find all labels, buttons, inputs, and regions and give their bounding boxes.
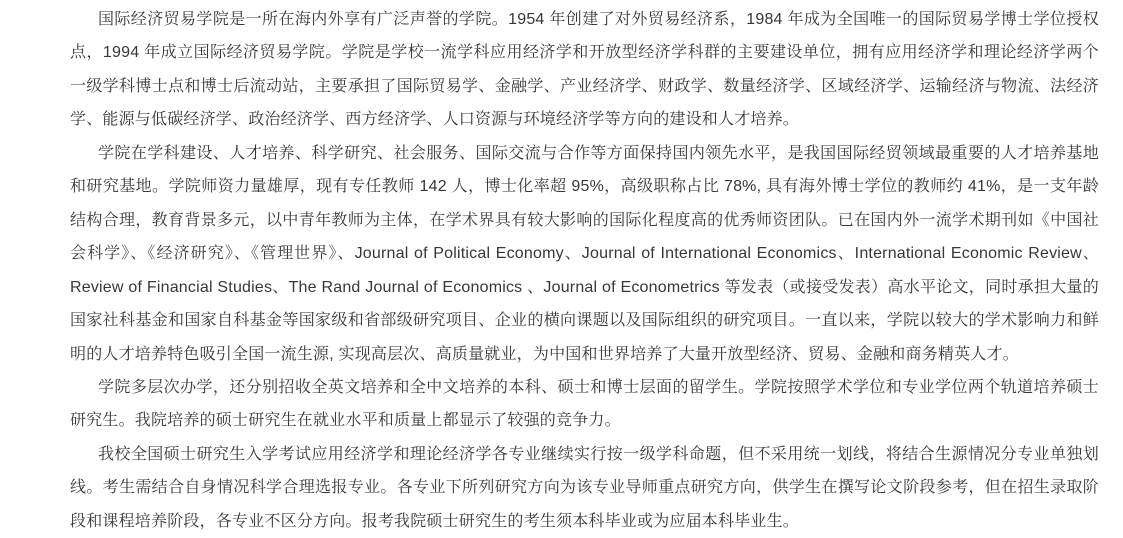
paragraph-faculty-research: 学院在学科建设、人才培养、科学研究、社会服务、国际交流与合作等方面保持国内领先水平，是我国国际经贸领域最重要的人才培养基地和研究基地。学院师资力量雄厚，现有专任教师 142 人，博士化率超 95%，高级职称占比 78%, 具有海外博士学位的教师约 41%，是一支年龄结构合理，教育背景多元，以中青年教师为主体，在学术界具有较大影响的国际化程度高的优秀师资团队。已在国内外一流学术期刊如《中国社会科学》、《经济研究》、《管理世界》、Journal of Political Economy、Journal of International Economics、International Economic Review、Review of Financial Studies、The Rand Journal of Economics 、Journal of Econometrics 等发表（或接受发表）高水平论文，同时承担大量的国家社科基金和国家自科基金等国家级和省部级研究项目、企业的横向课题以及国际组织的研究项目。一直以来，学院以较大的学术影响力和鲜明的人才培养特色吸引全国一流生源, 实现高层次、高质量就业，为中国和世界培养了大量开放型经济、贸易、金融和商务精英人才。	[70, 144, 1099, 363]
paragraph-college-history: 国际经济贸易学院是一所在海内外享有广泛声誉的学院。1954 年创建了对外贸易经济系，1984 年成为全国唯一的国际贸易学博士学位授权点，1994 年成立国际经济贸易学院。学院是学校一流学科应用经济学和开放型经济学科群的主要建设单位，拥有应用经济学和理论经济学两个一级学科博士点和博士后流动站，主要承担了国际贸易学、金融学、产业经济学、财政学、数量经济学、区域经济学、运输经济与物流、法经济学、能源与低碳经济学、政治经济学、西方经济学、人口资源与环境经济学等方向的建设和人才培养。	[70, 11, 1099, 129]
paragraph-programs: 学院多层次办学，还分别招收全英文培养和全中文培养的本科、硕士和博士层面的留学生。学院按照学术学位和专业学位两个轨道培养硕士研究生。我院培养的硕士研究生在就业水平和质量上都显示了较强的竞争力。	[70, 378, 1099, 430]
paragraph-admissions-policy: 我校全国硕士研究生入学考试应用经济学和理论经济学各专业继续实行按一级学科命题，但不采用统一划线，将结合生源情况分专业单独划线。考生需结合自身情况科学合理选报专业。各专业下所列研究方向为该专业导师重点研究方向，供学生在撰写论文阶段参考，但在招生录取阶段和课程培养阶段，各专业不区分方向。报考我院硕士研究生的考生须本科毕业或为应届本科毕业生。	[70, 445, 1099, 530]
